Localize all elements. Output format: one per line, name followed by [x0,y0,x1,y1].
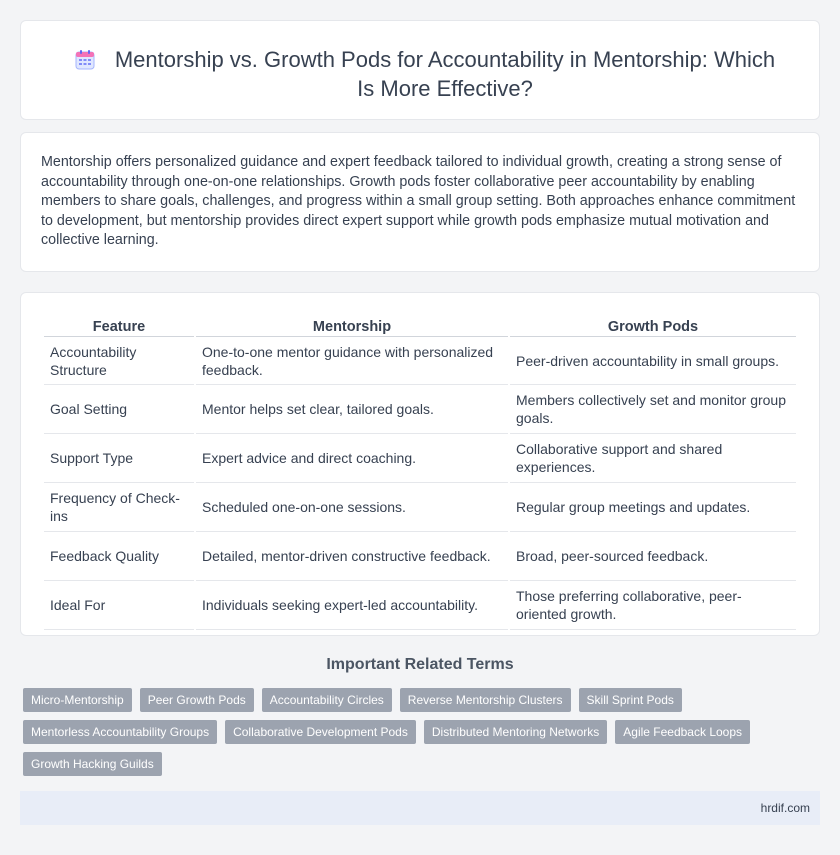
related-terms-heading: Important Related Terms [326,656,514,673]
table-row [44,581,796,630]
table-row [44,337,796,385]
table-row [44,483,796,532]
feature-cell: Support Type [44,434,194,483]
related-term-tag[interactable]: Accountability Circles [262,688,392,712]
growth-pods-cell: Regular group meetings and updates. [510,483,796,532]
comparison-table [42,315,798,630]
mentorship-cell: Scheduled one-on-one sessions. [196,483,508,532]
mentorship-cell: One-to-one mentor guidance with personalized feedback. [196,337,508,385]
feature-cell: Frequency of Check-ins [44,483,194,532]
page-title: Mentorship vs. Growth Pods for Accountability in Mentorship: Which Is More Effective? [114,47,776,101]
comparison-card [20,292,820,636]
feature-cell: Feedback Quality [44,532,194,581]
growth-pods-cell: Members collectively set and monitor group goals. [510,385,796,434]
related-term-tag[interactable]: Collaborative Development Pods [225,720,416,744]
column-header-mentorship: Mentorship [196,315,508,337]
growth-pods-cell: Collaborative support and shared experiences. [510,434,796,483]
calendar-icon [74,49,96,71]
table-row [44,385,796,434]
feature-cell: Goal Setting [44,385,194,434]
growth-pods-cell: Peer-driven accountability in small groups. [510,337,796,385]
growth-pods-cell: Those preferring collaborative, peer-oriented growth. [510,581,796,630]
column-header-growth-pods: Growth Pods [510,315,796,337]
related-term-tag[interactable]: Growth Hacking Guilds [23,752,162,776]
footer [20,791,820,825]
related-terms-list [23,688,813,776]
related-term-tag[interactable]: Reverse Mentorship Clusters [400,688,571,712]
mentorship-cell: Detailed, mentor-driven constructive feedback. [196,532,508,581]
growth-pods-cell: Broad, peer-sourced feedback. [510,532,796,581]
related-term-tag[interactable]: Agile Feedback Loops [615,720,750,744]
related-term-tag[interactable]: Distributed Mentoring Networks [424,720,607,744]
table-header-row [44,315,796,337]
related-term-tag[interactable]: Micro-Mentorship [23,688,132,712]
related-term-tag[interactable]: Peer Growth Pods [140,688,254,712]
feature-cell: Accountability Structure [44,337,194,385]
table-row [44,434,796,483]
mentorship-cell: Expert advice and direct coaching. [196,434,508,483]
footer-site-link[interactable]: hrdif.com [760,801,810,815]
intro-card [20,132,820,272]
column-header-feature: Feature [44,315,194,337]
table-row [44,532,796,581]
title-row [21,45,819,103]
title-card [20,20,820,120]
related-term-tag[interactable]: Mentorless Accountability Groups [23,720,217,744]
intro-paragraph: Mentorship offers personalized guidance and expert feedback tailored to individual growth, creating a strong sense of accountability through one-on-one relationships. Growth pods foster collaborative peer accountability by enabling members to share goals, challenges, and progress within a small group setting. Both approaches enhance commitment to development, but mentorship provides direct expert support while growth pods emphasize mutual motivation and collective learning. [41,154,796,249]
mentorship-cell: Mentor helps set clear, tailored goals. [196,385,508,434]
mentorship-cell: Individuals seeking expert-led accountability. [196,581,508,630]
feature-cell: Ideal For [44,581,194,630]
related-term-tag[interactable]: Skill Sprint Pods [579,688,682,712]
